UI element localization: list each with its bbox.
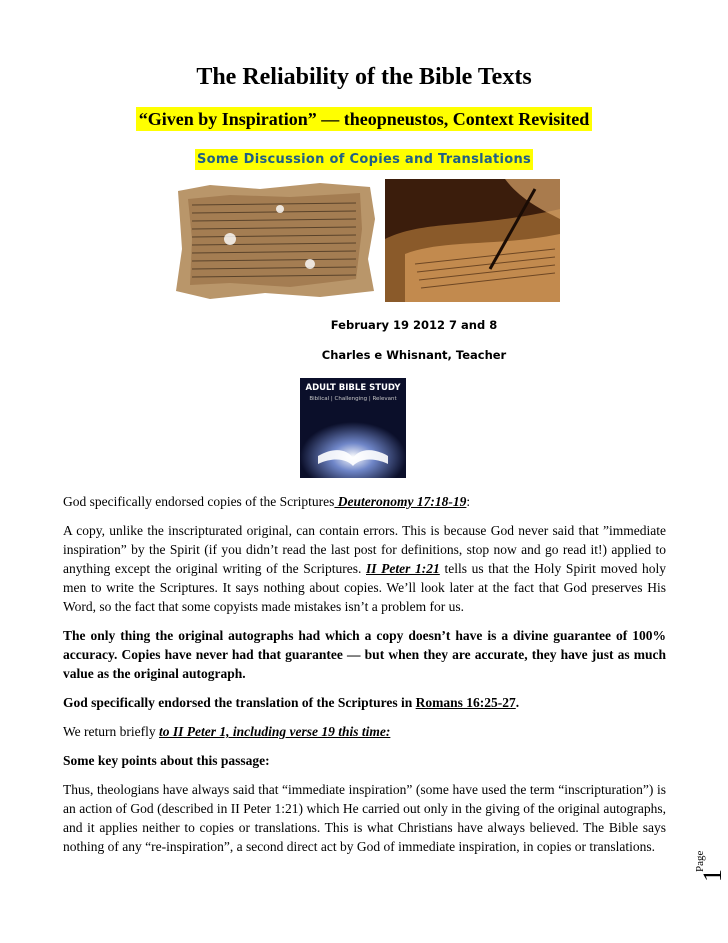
logo-tagline: Biblical | Challenging | Relevant [309, 396, 397, 402]
article-body [63, 492, 666, 866]
logo-title: ADULT BIBLE STUDY [305, 383, 401, 393]
page-label: Page [694, 850, 706, 872]
subheading: Some Discussion of Copies and Translations [195, 149, 533, 170]
paragraph-5: We return briefly to II Peter 1, including verse 19 this time: [63, 724, 391, 739]
scribe-writing-image [385, 179, 560, 302]
subtitle: “Given by Inspiration” — theopneustos, Context Revisited [136, 107, 593, 131]
romans-reference: Romans 16:25-27 [415, 695, 516, 710]
subheading-block [0, 150, 728, 168]
ancient-scroll-image [170, 179, 380, 302]
paragraph-2: A copy, unlike the inscripturated original, can contain errors. This is because God never said that ”immediate inspiration” by the Spirit (if you didn’t read the last post for definitions, stop now and go read it!) applied to anything except the original writing of the Scriptures. II Peter 1:21 tells us that the Holy Spirit moved holy men to write the Scriptures. It says nothing about copies. We’ll look later at the fact that God preserves His Word, so the fact that some copyists made mistakes isn’t a problem for us. [63, 523, 666, 614]
adult-bible-study-logo [300, 378, 406, 478]
ii-peter-reference: II Peter 1:21 [366, 561, 440, 576]
subtitle-block [0, 108, 728, 130]
paragraph-7: Thus, theologians have always said that “immediate inspiration” (some have used the term “inscripturation”) is an action of God (described in II Peter 1:21) which He carried out only in the giving of the original autographs, and it applies neither to copies or translations. This is what Christians have always believed. The Bible says nothing of any “re-inspiration”, a second direct act by God of immediate inspiration, in copies or translations. [63, 782, 666, 854]
paragraph-3: The only thing the original autographs had which a copy doesn’t have is a divine guarantee of 100% accuracy. Copies have never had that guarantee — but when they are accurate, they have just as much value as the original autograph. [63, 628, 666, 681]
paragraph-1: God specifically endorsed copies of the Scriptures Deuteronomy 17:18-19: [63, 494, 471, 509]
date-line: February 19 2012 7 and 8 [330, 318, 498, 332]
page-title: The Reliability of the Bible Texts [196, 64, 532, 90]
paragraph-4: God specifically endorsed the translation of the Scriptures in Romans 16:25-27. [63, 695, 520, 710]
ii-peter-1-reference: to II Peter 1, including verse 19 this time: [159, 724, 391, 739]
page-number-block [694, 820, 727, 900]
paragraph-6: Some key points about this passage: [63, 753, 270, 768]
deuteronomy-reference: Deuteronomy 17:18-19 [334, 494, 467, 509]
author-line: Charles e Whisnant, Teacher [321, 348, 507, 362]
page-number: 1 [698, 869, 727, 882]
